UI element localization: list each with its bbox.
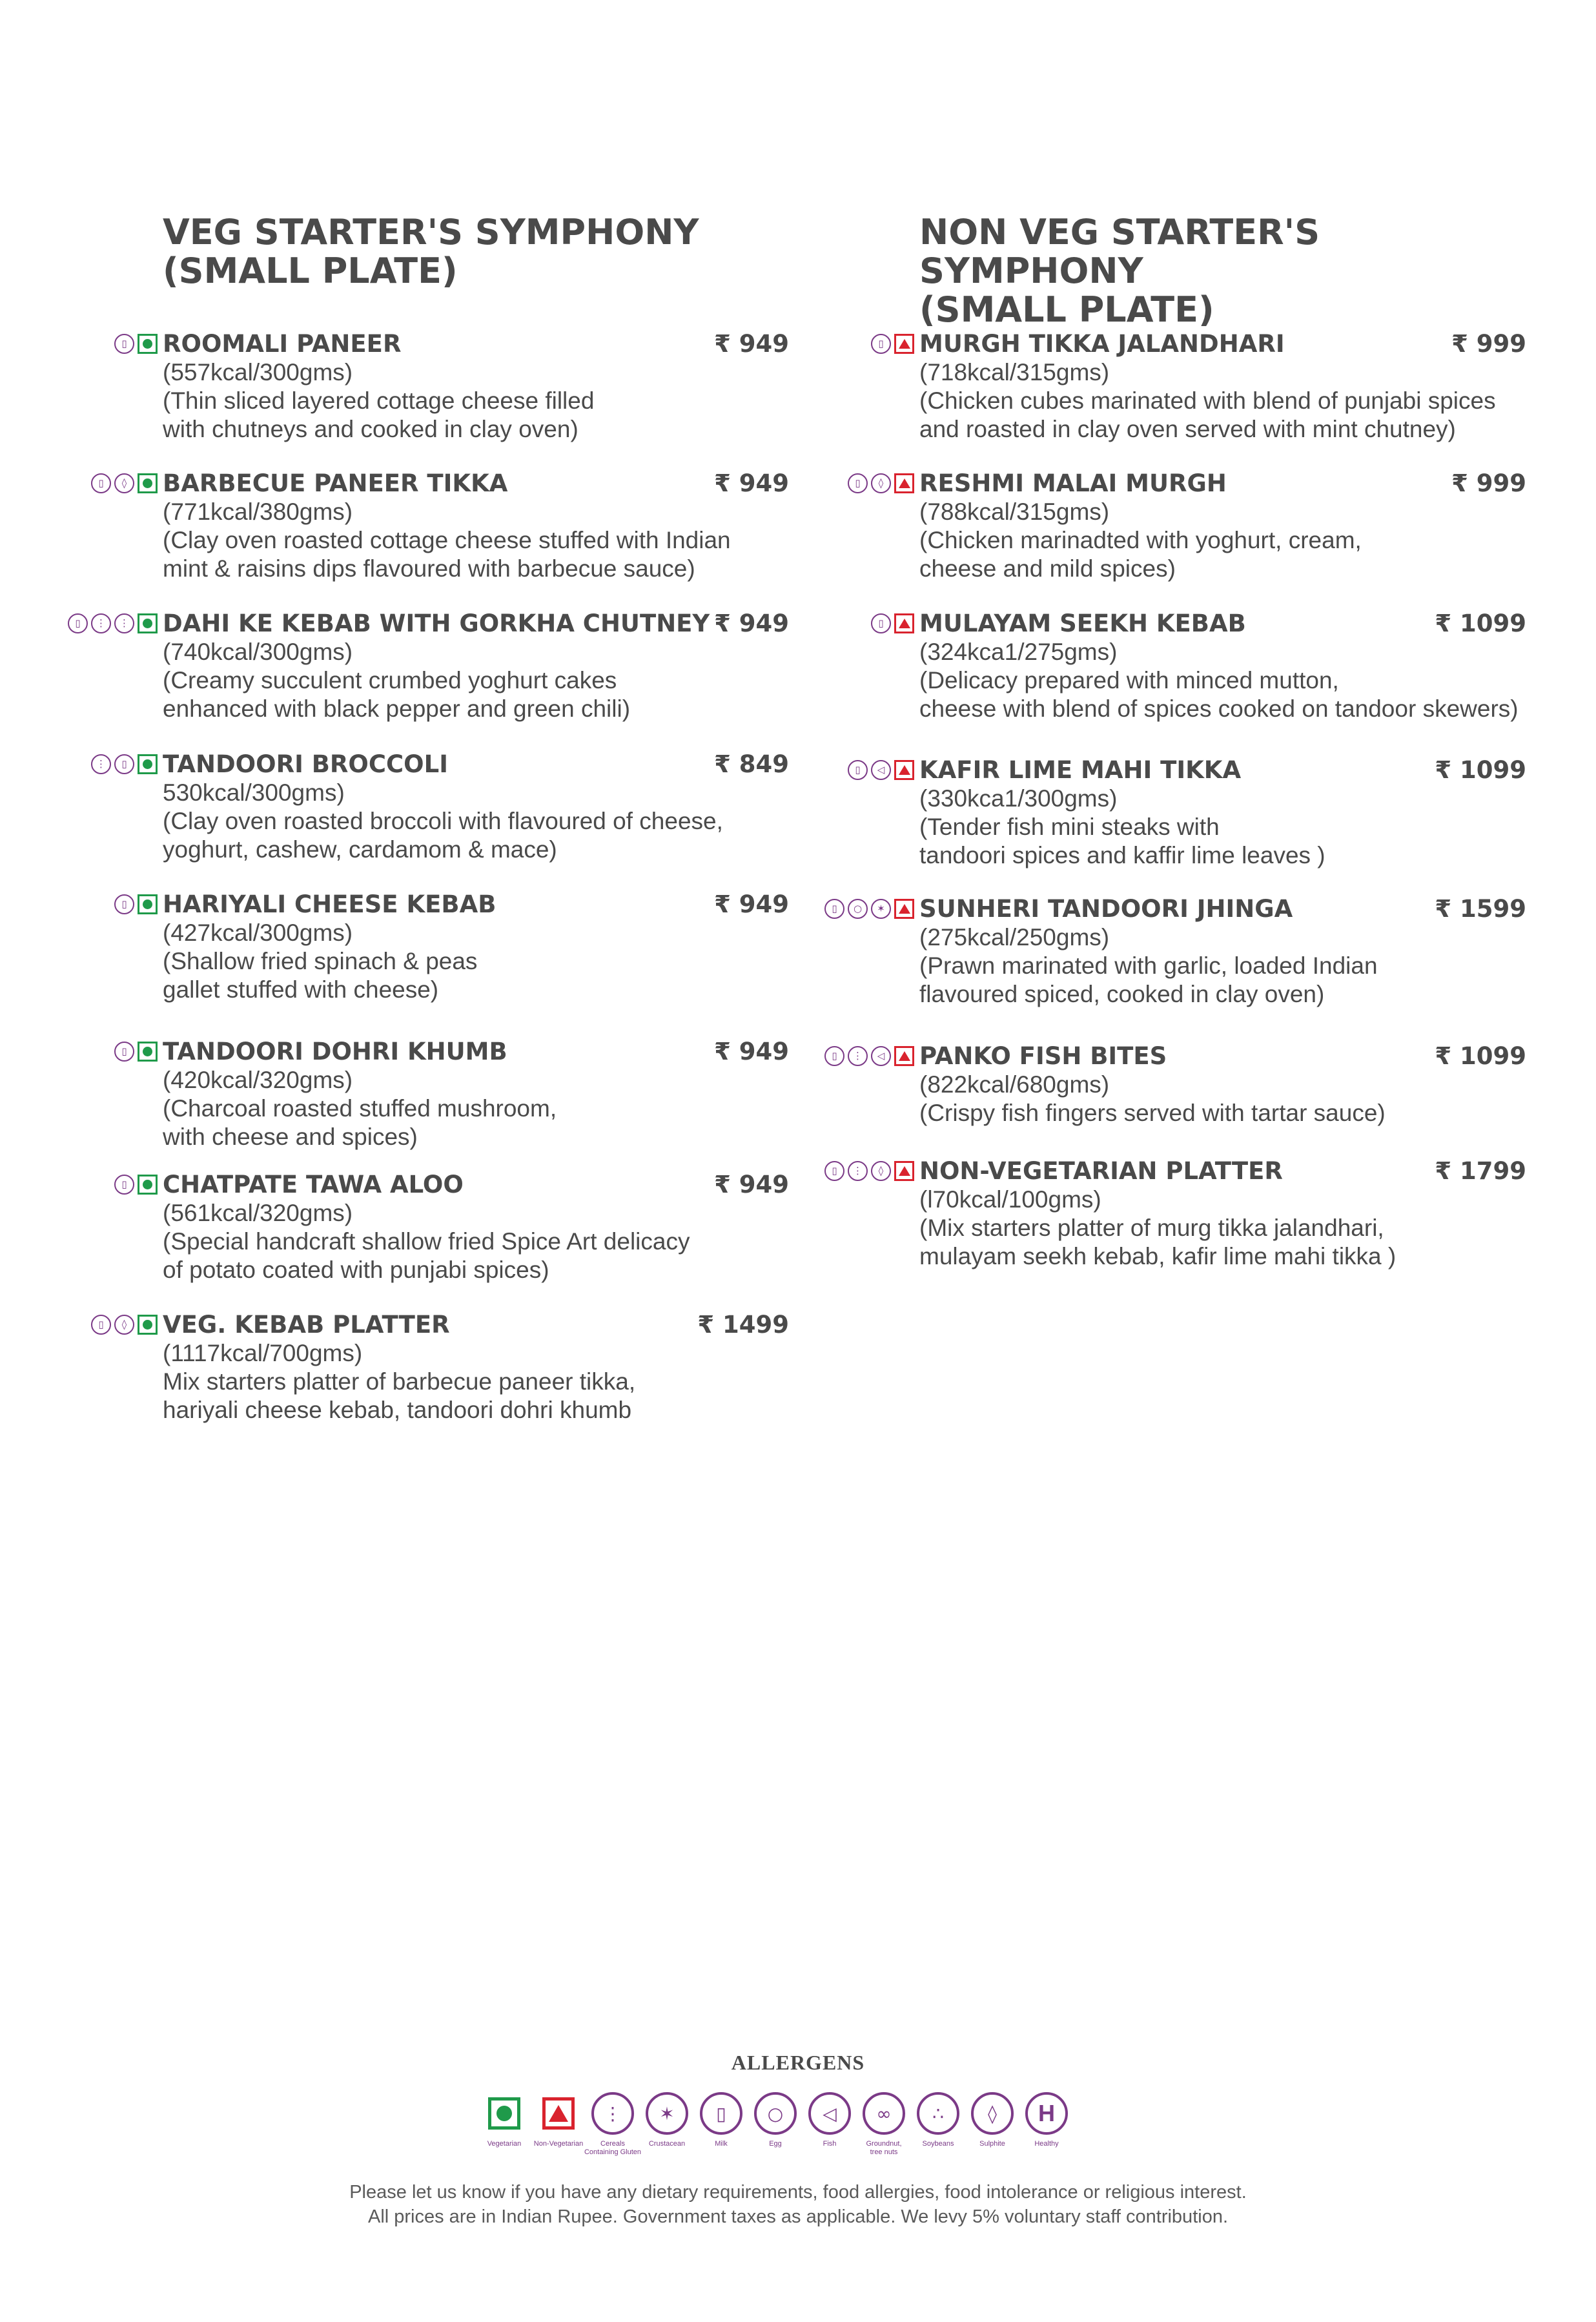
allergen-icons (114, 334, 158, 354)
legend-label: Fish (823, 2140, 837, 2148)
non-vegetarian-icon (894, 899, 914, 919)
healthy-icon: H (1025, 2092, 1068, 2135)
vegetarian-icon (138, 1042, 158, 1062)
legend-item (1024, 2092, 1069, 2148)
allergen-icons (114, 894, 158, 914)
item-description: (Chicken marinadted with yoghurt, cream, cheese and mild spices) (919, 527, 1362, 582)
non-vegetarian-icon (894, 760, 914, 780)
item-name: NON-VEGETARIAN PLATTER (919, 1157, 1283, 1185)
legend-item (753, 2092, 798, 2148)
legend-item (482, 2092, 527, 2148)
item-calories: (275kcal/250gms) (919, 924, 1110, 950)
crustacean-icon: ✶ (871, 899, 891, 919)
item-price: ₹ 949 (714, 610, 789, 637)
non-vegetarian-icon (894, 1046, 914, 1066)
cereals-gluten-icon: ⋮ (91, 754, 111, 774)
milk-icon: ▯ (114, 1175, 134, 1195)
nonveg-section-title: NON VEG STARTER'S SYMPHONY (SMALL PLATE) (919, 212, 1320, 330)
legend-label: Soybeans (922, 2140, 954, 2148)
item-name: TANDOORI DOHRI KHUMB (163, 1038, 507, 1065)
item-name: RESHMI MALAI MURGH (919, 469, 1227, 497)
item-description: (Crispy fish fingers served with tartar sauce) (919, 1100, 1386, 1126)
item-calories: (420kcal/320gms) (163, 1067, 353, 1093)
menu-item (832, 895, 1526, 1009)
veg-section-title: VEG STARTER'S SYMPHONY (SMALL PLATE) (163, 212, 699, 291)
milk-icon: ▯ (824, 899, 844, 919)
cereals-gluten-icon: ⋮ (591, 2092, 634, 2135)
soybeans-icon: ∴ (917, 2092, 959, 2135)
item-description: (Clay oven roasted cottage cheese stuffed with Indian mint & raisins dips flavoured with barbecue sauce) (163, 527, 731, 582)
item-calories: (l70kcal/100gms) (919, 1186, 1101, 1213)
milk-icon: ▯ (700, 2092, 742, 2135)
item-price: ₹ 999 (1451, 330, 1526, 358)
item-calories: (718kcal/315gms) (919, 359, 1110, 385)
item-name: TANDOORI BROCCOLI (163, 750, 448, 778)
item-calories: (330kca1/300gms) (919, 785, 1118, 812)
non-vegetarian-icon (894, 334, 914, 354)
item-description: (Prawn marinated with garlic, loaded Indian flavoured spiced, cooked in clay oven) (919, 952, 1378, 1007)
allergen-icons (848, 760, 914, 780)
fish-icon: ◁ (871, 1046, 891, 1066)
sulphite-icon: ◊ (871, 473, 891, 493)
allergen-icons (871, 613, 914, 633)
item-description: (Thin sliced layered cottage cheese filled with chutneys and cooked in clay oven) (163, 387, 595, 442)
legend-label: Non-Vegetarian (533, 2140, 584, 2148)
non-vegetarian-icon (894, 1161, 914, 1181)
legend-item (861, 2092, 906, 2157)
item-description: (Chicken cubes marinated with blend of punjabi spices and roasted in clay oven served with mint chutney) (919, 387, 1496, 442)
allergen-icons (824, 1161, 914, 1181)
item-price: ₹ 949 (714, 890, 789, 918)
item-price: ₹ 999 (1451, 469, 1526, 497)
sulphite-icon: ◊ (114, 473, 134, 493)
legend-label: Cereals Containing Gluten (584, 2140, 642, 2156)
item-price: ₹ 849 (714, 750, 789, 778)
sulphite-icon: ◊ (871, 1161, 891, 1181)
menu-item (878, 330, 1526, 444)
menu-item (98, 1311, 789, 1424)
item-name: KAFIR LIME MAHI TIKKA (919, 756, 1242, 784)
item-name: SUNHERI TANDOORI JHINGA (919, 895, 1293, 923)
item-calories: (1117kcal/700gms) (163, 1340, 363, 1366)
item-calories: (740kcal/300gms) (163, 639, 353, 665)
cereals-gluten-icon: ⋮ (848, 1046, 868, 1066)
sulphite-icon: ◊ (114, 1315, 134, 1335)
item-calories: (557kcal/300gms) (163, 359, 353, 385)
vegetarian-icon (138, 1175, 158, 1195)
item-calories: (771kcal/380gms) (163, 498, 353, 525)
item-calories: (788kcal/315gms) (919, 498, 1110, 525)
groundnut-icon: ∞ (863, 2092, 905, 2135)
item-name: ROOMALI PANEER (163, 330, 402, 358)
item-calories: (561kcal/320gms) (163, 1200, 353, 1226)
vegetarian-icon (138, 473, 158, 493)
allergen-icons (91, 1315, 158, 1335)
vegetarian-icon (138, 754, 158, 774)
milk-icon: ▯ (848, 760, 868, 780)
item-price: ₹ 1099 (1435, 756, 1526, 784)
legend-label: Sulphite (979, 2140, 1005, 2148)
milk-icon: ▯ (824, 1161, 844, 1181)
legend-item (644, 2092, 690, 2148)
item-description: Mix starters platter of barbecue paneer tikka, hariyali cheese kebab, tandoori dohri khumb (163, 1368, 636, 1423)
item-price: ₹ 1499 (697, 1311, 789, 1339)
legend-item (584, 2092, 642, 2157)
fish-icon: ◁ (808, 2092, 851, 2135)
legend-label: Egg (769, 2140, 782, 2148)
vegetarian-icon (138, 1315, 158, 1335)
allergen-icons (91, 754, 158, 774)
legend-item (807, 2092, 852, 2148)
item-description: (Clay oven roasted broccoli with flavoured of cheese, yoghurt, cashew, cardamom & mace) (163, 808, 723, 863)
item-description: (Mix starters platter of murg tikka jalandhari, mulayam seekh kebab, kafir lime mahi tikka ) (919, 1215, 1396, 1269)
item-name: HARIYALI CHEESE KEBAB (163, 890, 496, 918)
milk-icon: ▯ (114, 754, 134, 774)
sulphite-icon: ◊ (971, 2092, 1014, 2135)
vegetarian-icon (138, 613, 158, 633)
item-price: ₹ 1099 (1435, 610, 1526, 637)
menu-item (98, 469, 789, 583)
legend-label: Healthy (1034, 2140, 1059, 2148)
item-description: (Tender fish mini steaks with tandoori spices and kaffir lime leaves ) (919, 814, 1325, 868)
milk-icon: ▯ (114, 894, 134, 914)
legend-label: Milk (715, 2140, 728, 2148)
item-description: (Shallow fried spinach & peas gallet stuffed with cheese) (163, 948, 478, 1003)
non-vegetarian-icon (894, 473, 914, 493)
item-name: PANKO FISH BITES (919, 1042, 1167, 1070)
menu-item (832, 1157, 1526, 1271)
allergen-icons (114, 1042, 158, 1062)
non-vegetarian-icon (894, 613, 914, 633)
vegetarian-icon (488, 2097, 520, 2130)
item-description: (Delicacy prepared with minced mutton, cheese with blend of spices cooked on tandoor skewers) (919, 667, 1519, 722)
allergens-title: ALLERGENS (731, 2051, 865, 2074)
legend-item (533, 2092, 584, 2148)
item-name: CHATPATE TAWA ALOO (163, 1171, 464, 1198)
milk-icon: ▯ (871, 334, 891, 354)
item-calories: (427kcal/300gms) (163, 920, 353, 946)
milk-icon: ▯ (68, 613, 88, 633)
menu-item (878, 610, 1526, 723)
dietary-note: Please let us know if you have any dietary requirements, food allergies, food intolerance or religious interest. (349, 2182, 1247, 2203)
legend-item (970, 2092, 1015, 2148)
item-description: (Charcoal roasted stuffed mushroom, with cheese and spices) (163, 1095, 557, 1150)
item-name: MURGH TIKKA JALANDHARI (919, 330, 1285, 358)
allergen-legend (482, 2092, 1069, 2157)
legend-label: Groundnut, tree nuts (866, 2140, 902, 2156)
legend-item (916, 2092, 961, 2148)
item-calories: (822kcal/680gms) (919, 1071, 1110, 1098)
vegetarian-icon (138, 894, 158, 914)
milk-icon: ▯ (114, 334, 134, 354)
allergen-icons (871, 334, 914, 354)
menu-item (121, 1171, 789, 1284)
menu-item (855, 469, 1526, 583)
item-price: ₹ 949 (714, 1171, 789, 1198)
milk-icon: ▯ (91, 1315, 111, 1335)
vegetarian-icon (138, 334, 158, 354)
allergen-icons (114, 1175, 158, 1195)
cereals-gluten-icon: ⋮ (848, 1161, 868, 1181)
item-price: ₹ 1599 (1435, 895, 1526, 923)
item-price: ₹ 949 (714, 1038, 789, 1065)
allergen-icons (824, 1046, 914, 1066)
menu-item (75, 610, 789, 723)
item-description: (Special handcraft shallow fried Spice Art delicacy of potato coated with punjabi spices) (163, 1228, 690, 1283)
milk-icon: ▯ (848, 473, 868, 493)
menu-item (855, 756, 1526, 870)
egg-icon: ○ (848, 899, 868, 919)
milk-icon: ▯ (871, 613, 891, 633)
legend-label: Vegetarian (487, 2140, 522, 2148)
item-name: MULAYAM SEEKH KEBAB (919, 610, 1246, 637)
non-vegetarian-icon (542, 2097, 575, 2130)
item-name: VEG. KEBAB PLATTER (163, 1311, 450, 1339)
pricing-note: All prices are in Indian Rupee. Government taxes as applicable. We levy 5% voluntary staff contribution. (367, 2206, 1229, 2227)
legend-item (699, 2092, 744, 2148)
allergen-icons (68, 613, 158, 633)
item-price: ₹ 949 (714, 469, 789, 497)
egg-icon: ○ (754, 2092, 797, 2135)
item-description: (Creamy succulent crumbed yoghurt cakes enhanced with black pepper and green chili) (163, 667, 631, 722)
crustacean-icon: ✶ (646, 2092, 688, 2135)
menu-item (96, 750, 789, 864)
menu-item (121, 1038, 789, 1151)
milk-icon: ▯ (824, 1046, 844, 1066)
menu-item (121, 330, 789, 444)
item-calories: 530kcal/300gms) (163, 779, 345, 806)
item-calories: (324kca1/275gms) (919, 639, 1118, 665)
allergen-icons (824, 899, 914, 919)
item-price: ₹ 1099 (1435, 1042, 1526, 1070)
item-price: ₹ 949 (714, 330, 789, 358)
cereals-gluten-icon: ⋮ (114, 613, 134, 633)
item-price: ₹ 1799 (1435, 1157, 1526, 1185)
legend-label: Crustacean (648, 2140, 686, 2148)
menu-item (832, 1042, 1526, 1127)
item-name: DAHI KE KEBAB WITH GORKHA CHUTNEY (163, 610, 710, 637)
allergen-icons (848, 473, 914, 493)
allergen-icons (91, 473, 158, 493)
cereals-gluten-icon: ⋮ (91, 613, 111, 633)
milk-icon: ▯ (91, 473, 111, 493)
milk-icon: ▯ (114, 1042, 134, 1062)
menu-item (121, 890, 789, 1004)
item-name: BARBECUE PANEER TIKKA (163, 469, 508, 497)
fish-icon: ◁ (871, 760, 891, 780)
